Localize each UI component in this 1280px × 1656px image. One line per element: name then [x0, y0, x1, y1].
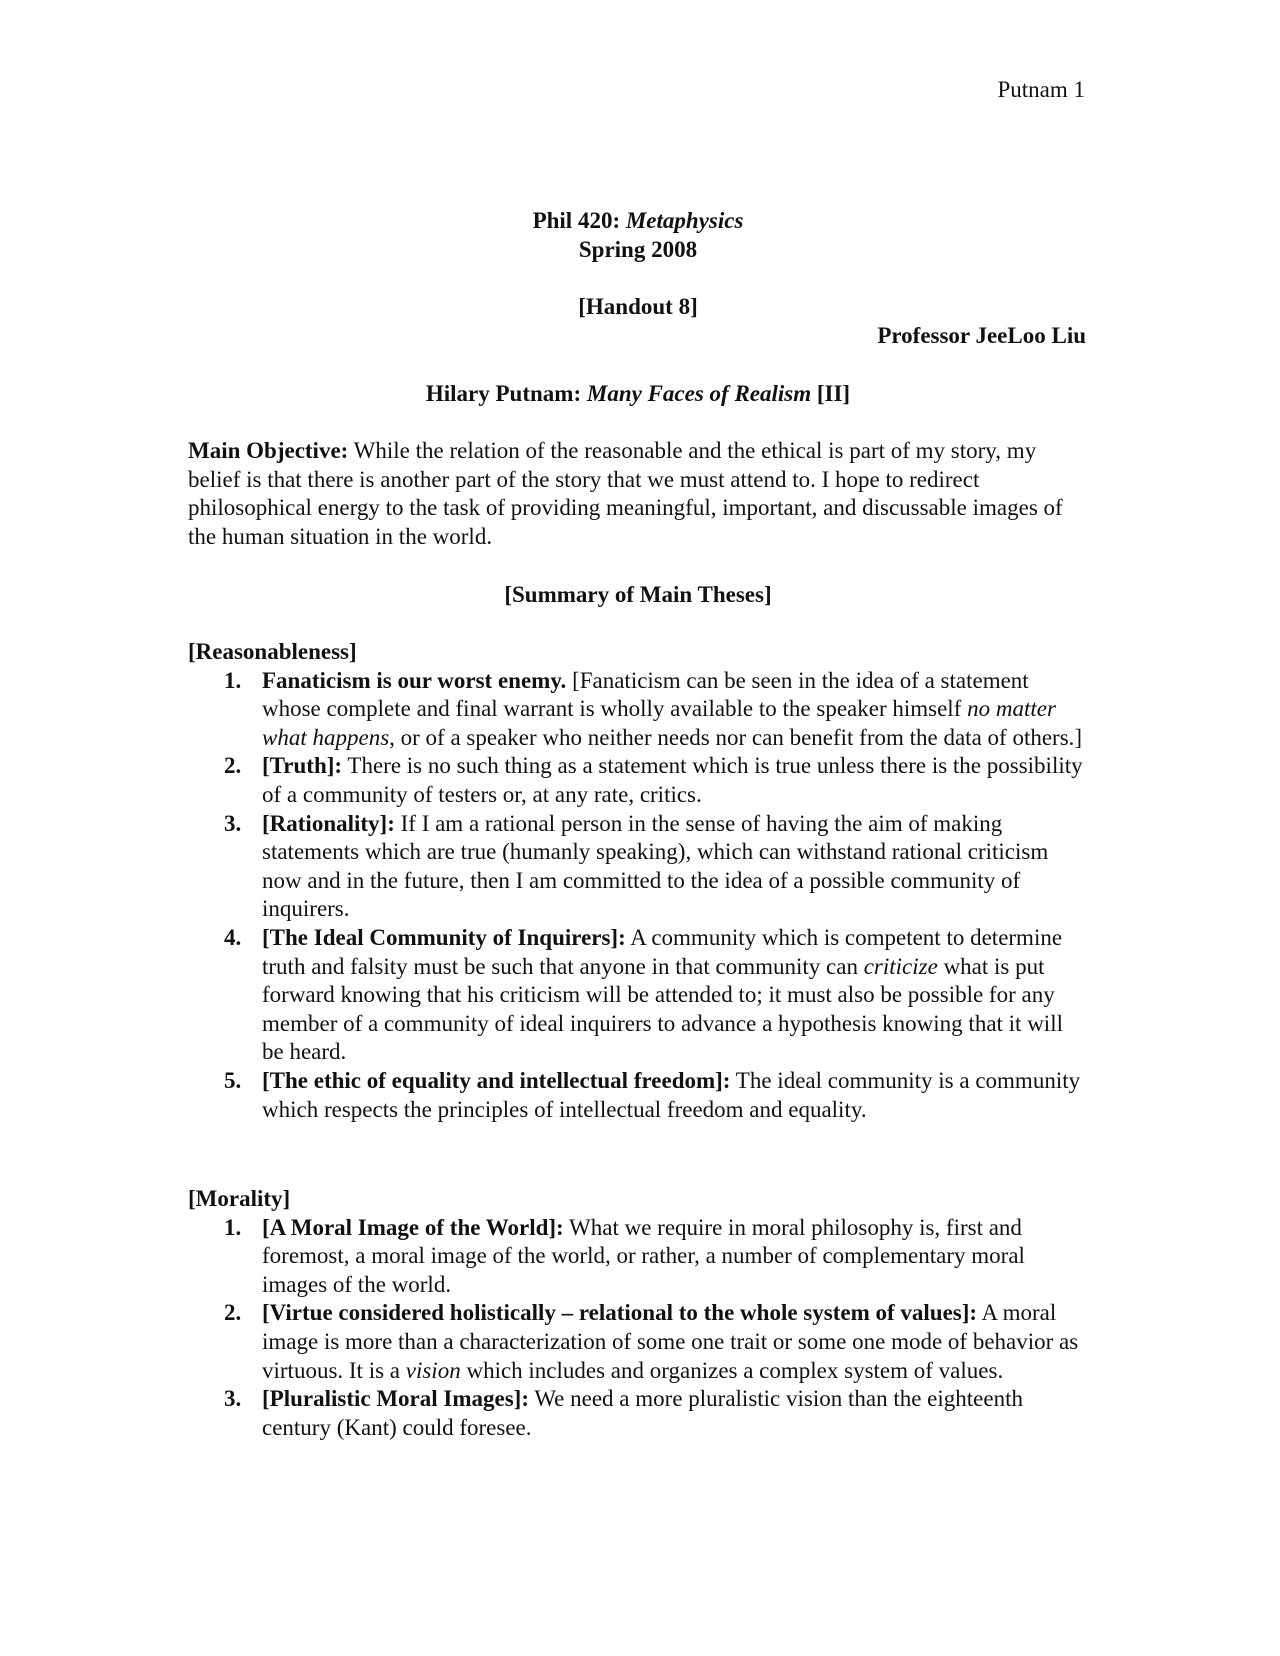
subtitle-work: Many Faces of Realism	[586, 381, 812, 406]
main-objective	[188, 437, 1083, 551]
item-number: 1.	[224, 667, 242, 693]
list-item	[188, 924, 1088, 1067]
morality-heading: [Morality]	[188, 1186, 291, 1211]
list-item	[188, 667, 1088, 753]
item-title: [The ethic of equality and intellectual freedom]:	[262, 1067, 731, 1093]
handout-subtitle	[188, 380, 1088, 409]
list-item	[188, 810, 1088, 924]
list-item	[188, 1214, 1088, 1300]
item-emphasis: criticize	[863, 953, 938, 979]
item-title: Fanaticism is our worst enemy.	[262, 667, 567, 693]
list-item	[188, 1299, 1088, 1385]
item-text: A community which is competent to determine truth and falsity must be such that anyone in that community can	[262, 924, 1063, 979]
course-name: Metaphysics	[625, 208, 744, 233]
morality-list	[188, 1214, 1088, 1443]
item-title: [Rationality]:	[262, 810, 395, 836]
item-number: 3.	[224, 810, 242, 836]
item-emphasis: no matter what happens	[262, 696, 1056, 750]
summary-heading: [Summary of Main Theses]	[504, 582, 772, 607]
item-text: If I am a rational person in the sense of having the aim of making statements which are true (humanly speaking), which can withstand rational criticism now and in the future, then I am committed to the idea of a possible community of inquirers.	[262, 810, 1049, 922]
course-code: Phil 420:	[532, 208, 621, 233]
item-title: [Pluralistic Moral Images]:	[262, 1386, 529, 1412]
list-item	[188, 1067, 1088, 1124]
item-text: What we require in moral philosophy is, first and foremost, a moral image of the world, or rather, a number of complementary moral images of the world.	[262, 1214, 1025, 1297]
item-text: what is put forward knowing that his criticism will be attended to; it must also be possible for any member of a community of ideal inquirers to advance a hypothesis knowing that it will be heard.	[262, 953, 1063, 1065]
item-text: A moral image is more than a characterization of some one trait or some one mode of behavior as virtuous. It is a	[262, 1300, 1079, 1383]
item-number: 2.	[224, 1300, 242, 1326]
professor-name: Professor JeeLoo Liu	[877, 323, 1086, 348]
item-number: 2.	[224, 753, 242, 779]
reasonableness-list	[188, 667, 1088, 1125]
list-item	[188, 1385, 1088, 1442]
item-number: 5.	[224, 1067, 242, 1093]
handout-label: [Handout 8]	[578, 294, 698, 319]
item-title: [The Ideal Community of Inquirers]:	[262, 924, 626, 950]
item-number: 4.	[224, 924, 242, 950]
item-text: We need a more pluralistic vision than the eighteenth century (Kant) could foresee.	[262, 1386, 1023, 1440]
course-title	[188, 206, 1088, 235]
objective-text: While the relation of the reasonable and the ethical is part of my story, my belief is that there is another part of the story that we must attend to. I hope to redirect philosophical energy to the task of providing meaningful, important, and discussable images of the human situation in the world.	[188, 438, 1063, 549]
item-text: , or of a speaker who neither needs nor can benefit from the data of others.]	[389, 724, 1083, 750]
objective-label: Main Objective:	[188, 438, 349, 463]
item-title: [Truth]:	[262, 753, 343, 779]
item-emphasis: vision	[405, 1357, 461, 1383]
item-text: There is no such thing as a statement which is true unless there is the possibility of a community of testers or, at any rate, critics.	[262, 753, 1083, 807]
reasonableness-section	[188, 638, 1088, 1124]
subtitle-author: Hilary Putnam:	[425, 381, 582, 406]
item-number: 3.	[224, 1386, 242, 1412]
course-term: Spring 2008	[578, 237, 698, 262]
morality-section	[188, 1185, 1088, 1442]
item-text: which includes and organizes a complex system of values.	[460, 1357, 1004, 1383]
item-title: [Virtue considered holistically – relational to the whole system of values]:	[262, 1300, 978, 1326]
list-item	[188, 752, 1088, 809]
item-number: 1.	[224, 1214, 242, 1240]
reasonableness-heading: [Reasonableness]	[188, 639, 357, 664]
item-title: [A Moral Image of the World]:	[262, 1214, 564, 1240]
course-title-block	[188, 206, 1088, 264]
item-text: [Fanaticism can be seen in the idea of a statement whose complete and final warrant is wholly available to the speaker himself	[262, 667, 1029, 722]
item-text: The ideal community is a community which respects the principles of intellectual freedom and equality.	[262, 1067, 1081, 1122]
subtitle-part: [II]	[816, 381, 851, 406]
page-number: Putnam 1	[997, 77, 1085, 102]
